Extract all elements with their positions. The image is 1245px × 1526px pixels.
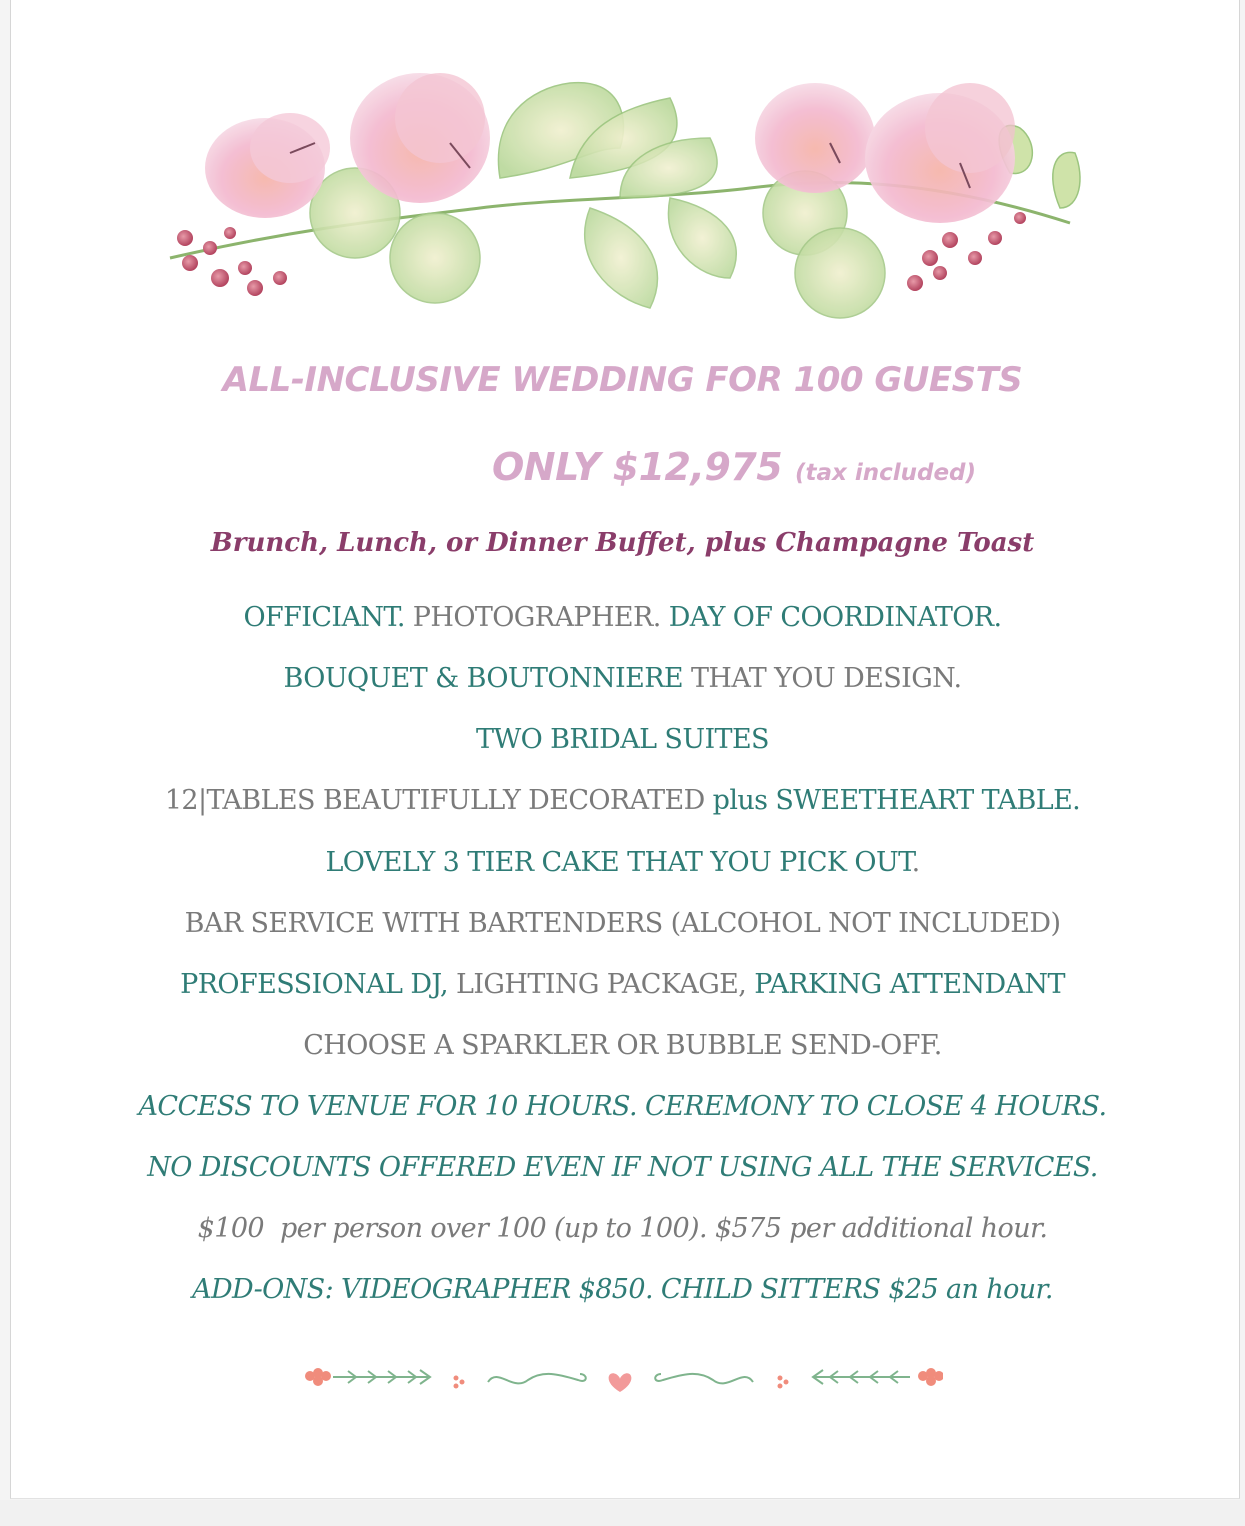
page-title: ALL-INCLUSIVE WEDDING FOR 100 GUESTS bbox=[222, 360, 1023, 400]
line-1-part-2: PHOTOGRAPHER. bbox=[404, 602, 661, 633]
line-4 bbox=[0, 785, 1245, 816]
line-3-part-1: TWO BRIDAL SUITES bbox=[476, 724, 769, 755]
line-5 bbox=[0, 847, 1245, 878]
line-9 bbox=[0, 1091, 1245, 1122]
subtitle: Brunch, Lunch, or Dinner Buffet, plus Champagne Toast bbox=[210, 528, 1035, 558]
line-9-part-1: ACCESS TO VENUE FOR 10 HOURS. CEREMONY TO CLOSE 4 HOURS. bbox=[138, 1091, 1107, 1122]
line-8-part-1: CHOOSE A SPARKLER OR BUBBLE SEND-OFF. bbox=[303, 1030, 942, 1061]
line-1-part-3: DAY OF COORDINATOR. bbox=[660, 602, 1002, 633]
line-2-part-2: THAT YOU DESIGN. bbox=[683, 663, 962, 694]
line-2 bbox=[0, 663, 1245, 694]
line-6-part-1: BAR SERVICE WITH BARTENDERS (ALCOHOL NOT INCLUDED) bbox=[184, 908, 1061, 939]
line-7-part-2: LIGHTING PACKAGE, bbox=[448, 969, 747, 1000]
line-11-part-1: $100 per person over 100 (up to 100). $575 per additional hour. bbox=[197, 1213, 1048, 1244]
line-12 bbox=[0, 1274, 1245, 1305]
line-1 bbox=[0, 602, 1245, 633]
line-5-part-2: . bbox=[911, 847, 920, 878]
floral-heart-divider-image bbox=[298, 1362, 943, 1402]
floral-banner-image bbox=[150, 28, 1095, 328]
price-amount: ONLY $12,975 bbox=[492, 445, 783, 489]
price-note: (tax included) bbox=[794, 460, 977, 486]
line-7 bbox=[0, 969, 1245, 1000]
line-12-part-1: ADD-ONS: VIDEOGRAPHER $850. CHILD SITTERS $25 an hour. bbox=[192, 1274, 1053, 1305]
line-2-part-1: BOUQUET & BOUTONNIERE bbox=[283, 663, 684, 694]
line-7-part-3: PARKING ATTENDANT bbox=[746, 969, 1065, 1000]
line-4-part-2: plus SWEETHEART TABLE. bbox=[704, 785, 1081, 816]
bottom-bar bbox=[0, 1500, 1245, 1526]
line-6 bbox=[0, 908, 1245, 939]
price-line bbox=[492, 445, 976, 489]
line-11 bbox=[0, 1213, 1245, 1244]
line-8 bbox=[0, 1030, 1245, 1061]
line-1-part-1: OFFICIANT. bbox=[243, 602, 405, 633]
line-10 bbox=[0, 1152, 1245, 1183]
line-7-part-1: PROFESSIONAL DJ, bbox=[180, 969, 449, 1000]
line-10-part-1: NO DISCOUNTS OFFERED EVEN IF NOT USING ALL THE SERVICES. bbox=[147, 1152, 1098, 1183]
line-4-part-1: 12|TABLES BEAUTIFULLY DECORATED bbox=[164, 785, 705, 816]
line-5-part-1: LOVELY 3 TIER CAKE THAT YOU PICK OUT bbox=[325, 847, 912, 878]
line-3 bbox=[0, 724, 1245, 755]
